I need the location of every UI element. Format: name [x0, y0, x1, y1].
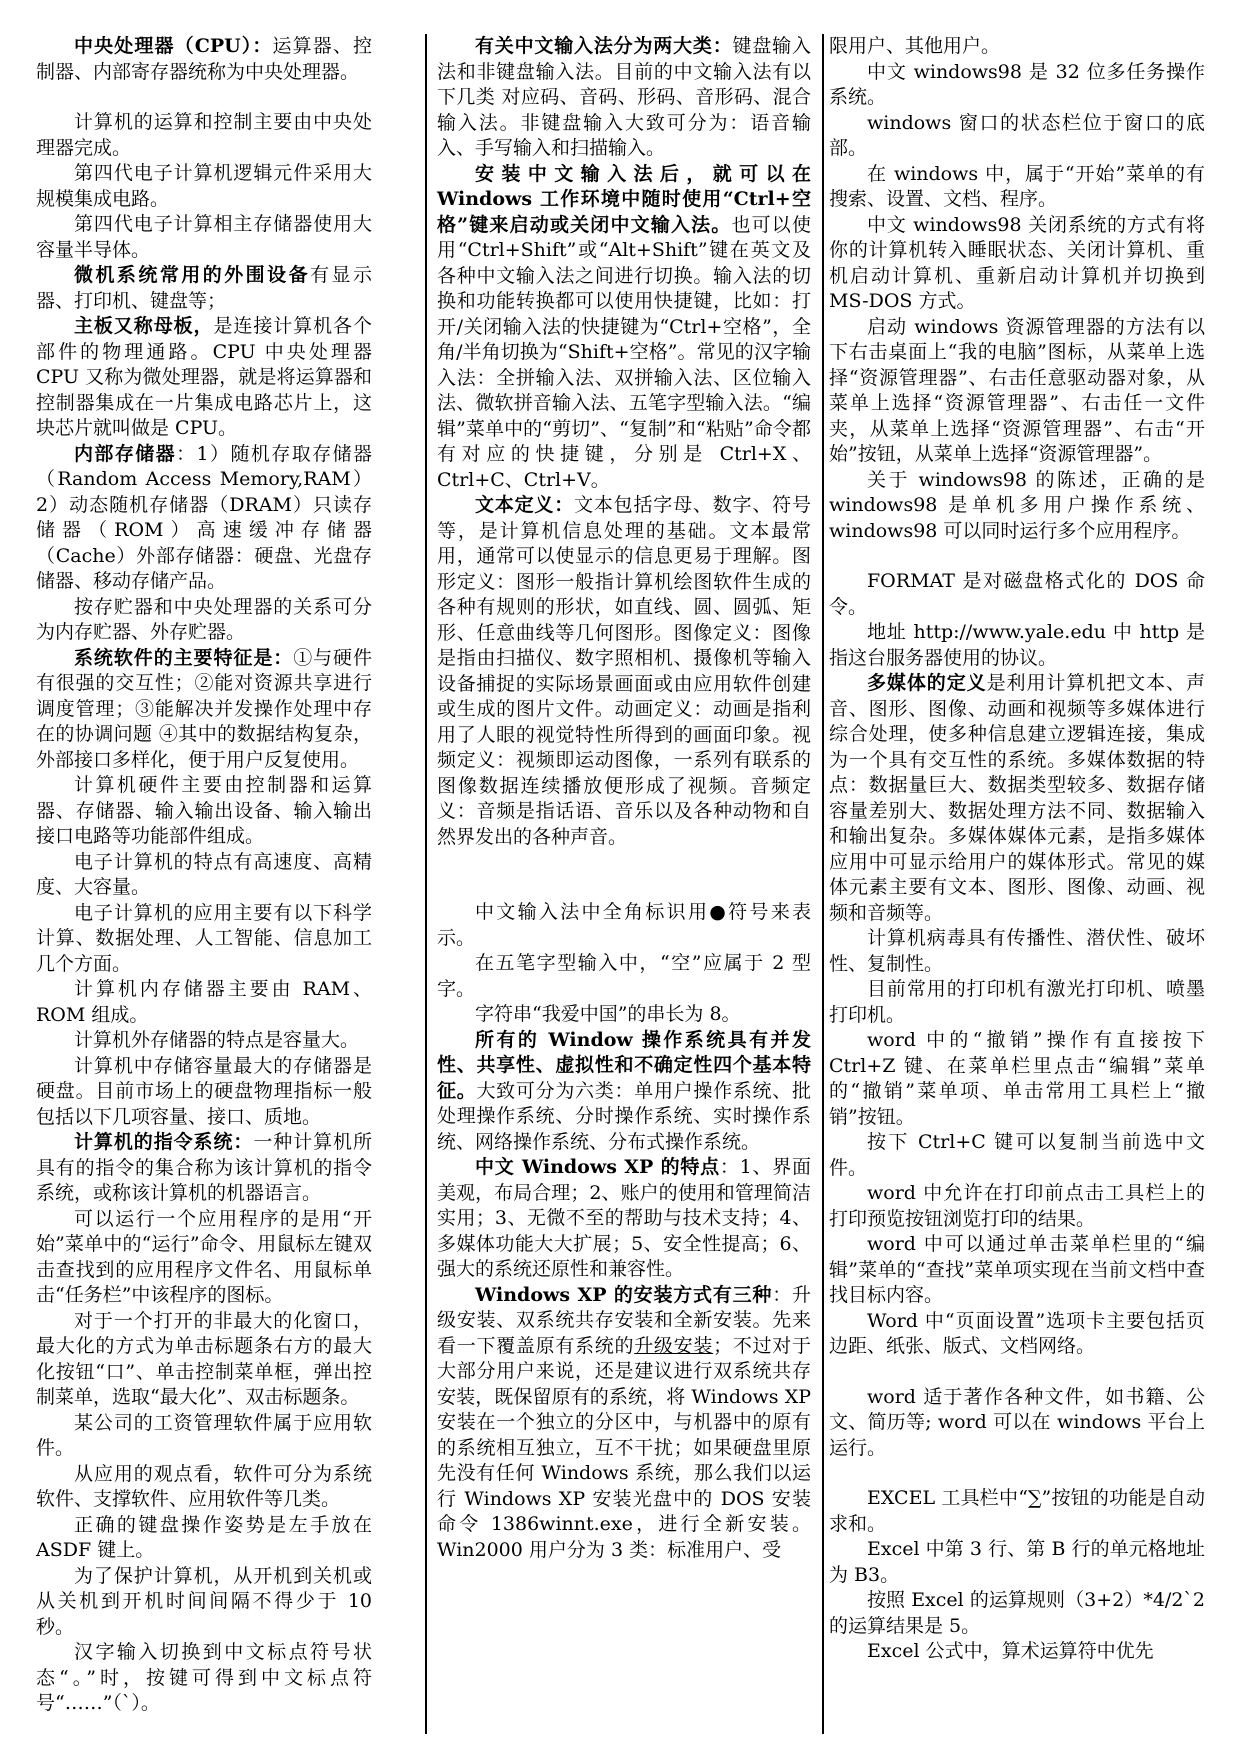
underlined-term: 升级安装 [634, 1334, 714, 1357]
paragraph [829, 671, 1205, 926]
paragraph: 电子计算机的特点有高速度、高精度、大容量。 [36, 850, 372, 898]
paragraph: 在五笔字型输入中，“空”应属于 2 型字。 [437, 952, 811, 1000]
bold-heading: 中央处理器（CPU）： [74, 35, 273, 57]
paragraph-text: 键盘输入法和非键盘输入法。目前的中文输入法有以下几类 对应码、音码、形码、音形码、混合输入法。非键盘输入大致可分为：语音输入、手写输入和扫描输入。 [437, 35, 811, 159]
paragraph: 计算机的运算和控制主要由中央处理器完成。 [36, 111, 372, 159]
bold-heading: 所有的 Window 操作系统具有并发性、共享性、虚拟性和不确定性四个基本特征。 [437, 1028, 811, 1102]
paragraph-text: ：1）随机存取存储器（Random Access Memory,RAM）2）动态随机存储器（DRAM）只读存储器（ROM）高速缓冲存储器（Cache）外部存储器：硬盘、光盘存储器、移动存储产品。 [36, 442, 372, 592]
paragraph-text: 运算器、控制器、内部寄存器统称为中央处理器。 [36, 35, 372, 83]
bold-heading: 安装中文输入法后，就可以在 Windows 工作环境中随时使用“Ctrl+空格”键来启动或关闭中文输入法。 [437, 162, 811, 236]
paragraph: word 中的“撤销”操作有直接按下 Ctrl+Z 键、在菜单栏里点击“编辑”菜单的“撤销”菜单项、单击常用工具栏上“撤销”按钮。 [829, 1029, 1205, 1128]
paragraph: windows 窗口的状态栏位于窗口的底部。 [829, 111, 1205, 159]
paragraph: 电子计算机的应用主要有以下科学计算、数据处理、人工智能、信息加工几个方面。 [36, 901, 372, 975]
paragraph: Word 中“页面设置”选项卡主要包括页边距、纸张、版式、文档网络。 [829, 1309, 1205, 1357]
column-divider-right [822, 34, 824, 1734]
paragraph [437, 1155, 811, 1283]
paragraph-text: 文本包括字母、数字、符号等，是计算机信息处理的基础。文本最常用，通常可以使显示的信息更易于理解。图形定义：图形一般指计算机绘图软件生成的各种有规则的形状，如直线、圆、圆弧、矩形、任意曲线等几何图形。图像定义：图像是指由扫描仪、数字照相机、摄像机等输入设备捕捉的实际场景画面或由应用软件创建或生成的图片文件。动画定义：动画是指利用了人眼的视觉特性所得到的画面印象。视频定义：视频即运动图像，一系列有联系的图像数据连续播放便形成了视频。音频定义：音频是指话语、音乐以及各种动物和自然界发出的各种声音。 [437, 494, 811, 848]
paragraph [437, 1028, 811, 1156]
paragraph: 汉字输入切换到中文标点符号状态“。”时，按键可得到中文标点符号“……”（`）。 [36, 1641, 372, 1714]
paragraph: 计算机病毒具有传播性、潜伏性、破坏性、复制性。 [829, 927, 1205, 975]
paragraph: 中文 windows98 关闭系统的方式有将你的计算机转入睡眠状态、关闭计算机、重机启动计算机、重新启动计算机并切换到 MS-DOS 方式。 [829, 213, 1205, 312]
paragraph: 中文输入法中全角标识用●符号来表示。 [437, 901, 811, 949]
paragraph [36, 442, 372, 595]
paragraph: 按下 Ctrl+C 键可以复制当前选中文件。 [829, 1131, 1205, 1179]
paragraph: 限用户、其他用户。 [829, 35, 1001, 57]
paragraph: Excel 公式中，算术运算符中优先 [867, 1640, 1154, 1662]
paragraph: FORMAT 是对磁盘格式化的 DOS 命令。 [829, 570, 1205, 618]
paragraph: 按存贮器和中央处理器的关系可分为内存贮器、外存贮器。 [36, 595, 372, 643]
paragraph: 为了保护计算机，从开机到关机或从关机到开机时间间隔不得少于 10 秒。 [36, 1564, 372, 1638]
paragraph: 关于 windows98 的陈述，正确的是 windows98 是单机多用户操作系统、windows98 可以同时运行多个应用程序。 [829, 468, 1205, 542]
paragraph: 计算机中存储容量最大的存储器是硬盘。目前市场上的硬盘物理指标一般包括以下几项容量、接口、质地。 [36, 1054, 372, 1128]
paragraph: 字符串“我爱中国”的串长为 8。 [475, 1003, 741, 1025]
paragraph: 计算机内存储器主要由 RAM、ROM 组成。 [36, 978, 372, 1026]
bold-heading: 内部存储器 [74, 442, 177, 465]
paragraph: 正确的键盘操作姿势是左手放在 ASDF 键上。 [36, 1513, 372, 1561]
paragraph-text: 是连接计算机各个部件的物理通路。CPU 中央处理器 CPU 又称为微处理器，就是将运算器和控制器集成在一片集成电路芯片上，这块芯片就叫做是 CPU。 [36, 315, 372, 439]
paragraph: 第四代电子计算相主存储器使用大容量半导体。 [36, 213, 372, 261]
paragraph [437, 162, 811, 494]
paragraph: 第四代电子计算机逻辑元件采用大规模集成电路。 [36, 162, 372, 210]
paragraph: 目前常用的打印机有激光打印机、喷墨打印机。 [829, 978, 1205, 1026]
paragraph-text: 有显示器、打印机、键盘等； [36, 264, 372, 312]
paragraph: Excel 中第 3 行、第 B 行的单元格地址为 B3。 [829, 1538, 1205, 1586]
paragraph [36, 34, 372, 85]
paragraph-text: ；不过对于大部分用户来说，还是建议进行双系统共存安装，既保留原有的系统，将 Windows XP 安装在一个独立的分区中，与机器中的原有的系统相互独立，互不干扰；如果硬盘里原先没有任何 Windows 系统，那么我们以运行 Windows XP 安装光盘中的 DOS 安装命令 1386winnt.exe，进行全新安装。Win2000 用户分为 3 类：标准用户、受 [437, 1334, 811, 1561]
paragraph: 可以运行一个应用程序的是用“开始”菜单中的“运行”命令、用鼠标左键双击查找到的应用程序文件名、用鼠标单击“任务栏”中该程序的图标。 [36, 1207, 372, 1306]
paragraph: EXCEL 工具栏中“∑”按钮的功能是自动求和。 [829, 1487, 1205, 1535]
paragraph: 按照 Excel 的运算规则（3+2）*4/2`2 的运算结果是 5。 [829, 1589, 1205, 1637]
bold-heading: 中文 Windows XP 的特点 [475, 1156, 720, 1178]
paragraph-text: 也可以使用“Ctrl+Shift”或“Alt+Shift”键在英文及各种中文输入法之间进行切换。输入法的切换和功能转换都可以使用快捷键，比如：打开/关闭输入法的快捷键为“Ctrl+空格”，全角/半角切换为“Shift+空格”。常见的汉字输入法：全拼输入法、双拼输入法、区位输入法、微软拼音输入法、五笔字型输入法。“编辑”菜单中的“剪切”、“复制”和“粘贴”命令都有对应的快捷键，分别是 Ctrl+X、Ctrl+C、Ctrl+V。 [437, 213, 811, 491]
paragraph: 对于一个打开的非最大的化窗口，最大化的方式为单击标题条右方的最大化按钮“口”、单击控制菜单框，弹出控制菜单，选取“最大化”、双击标题条。 [36, 1309, 372, 1408]
paragraph: 某公司的工资管理软件属于应用软件。 [36, 1411, 372, 1459]
bold-heading: Windows XP 的安装方式有三种 [475, 1283, 773, 1306]
paragraph-text: ：升级安装、双系统共存安装和全新安装。先来看一下覆盖原有系统的 [437, 1283, 811, 1357]
paragraph: 启动 windows 资源管理器的方法有以下右击桌面上“我的电脑”图标，从菜单上选择“资源管理器”、右击任意驱动器对象，从菜单上选择“资源管理器”、右击任一文件夹，从菜单上选择“资源管理器”、右击“开始”按钮，从菜单上选择“资源管理器”。 [829, 315, 1205, 465]
bold-heading: 主板又称母板， [74, 315, 214, 337]
paragraph: 计算机硬件主要由控制器和运算器、存储器、输入输出设备、输入输出接口电路等功能部件组成。 [36, 774, 372, 847]
column-divider-left [425, 34, 427, 1734]
paragraph [437, 1283, 811, 1564]
bold-heading: 有关中文输入法分为两大类： [475, 35, 733, 57]
paragraph [437, 493, 811, 850]
column-right [829, 34, 1205, 1665]
paragraph-text: 是利用计算机把文本、声音、图形、图像、动画和视频等多媒体进行综合处理，使多种信息建立逻辑连接，集成为一个具有交互性的系统。多媒体数据的特点：数据量巨大、数据类型较多、数据存储容量差别大、数据处理方法不同、数据输入和输出复杂。多媒体媒体元素，是指多媒体应用中可显示给用户的媒体形式。常见的媒体元素主要有文本、图形、图像、动画、视频和音频等。 [829, 672, 1205, 924]
paragraph: word 中可以通过单击菜单栏里的“编辑”菜单的“查找”菜单项实现在当前文档中查找目标内容。 [829, 1233, 1205, 1306]
paragraph [36, 314, 372, 442]
paragraph [36, 263, 372, 314]
paragraph: 计算机外存储器的特点是容量大。 [74, 1029, 360, 1051]
paragraph: word 中允许在打印前点击工具栏上的打印预览按钮浏览打印的结果。 [829, 1182, 1205, 1230]
bold-heading: 系统软件的主要特征是： [74, 646, 294, 669]
paragraph-text: ：1、界面美观，布局合理；2、账户的使用和管理简洁实用；3、无微不至的帮助与技术支持；4、多媒体功能大大扩展；5、安全性提高；6、强大的系统还原性和兼容性。 [437, 1156, 812, 1280]
paragraph-text: ①与硬件有很强的交互性；②能对资源共享进行调度管理；③能解决并发操作处理中存在的协调问题 ④其中的数据结构复杂，外部接口多样化，便于用户反复使用。 [36, 646, 372, 771]
paragraph: 在 windows 中，属于“开始”菜单的有搜索、设置、文档、程序。 [829, 162, 1205, 210]
bold-heading: 多媒体的定义 [867, 672, 987, 694]
column-left [36, 34, 372, 1717]
paragraph: 中文 windows98 是 32 位多任务操作系统。 [829, 60, 1205, 108]
paragraph: word 适于著作各种文件，如书籍、公文、简历等; word 可以在 windows 平台上运行。 [829, 1385, 1205, 1459]
paragraph [36, 646, 372, 774]
paragraph: 从应用的观点看，软件可分为系统软件、支撑软件、应用软件等几类。 [36, 1462, 372, 1510]
bold-heading: 计算机的指令系统： [74, 1131, 254, 1153]
column-middle [437, 34, 811, 1563]
paragraph-text: 一种计算机所具有的指令的集合称为该计算机的指令系统，或称该计算机的机器语言。 [36, 1131, 372, 1204]
paragraph [36, 1130, 372, 1207]
paragraph [437, 34, 811, 162]
paragraph: 地址 http://www.yale.edu 中 http 是指这台服务器使用的协议。 [829, 621, 1205, 669]
bold-heading: 微机系统常用的外围设备 [74, 264, 311, 286]
bold-heading: 文本定义： [475, 494, 575, 516]
paragraph-text: 大致可分为六类：单用户操作系统、批处理操作系统、分时操作系统、实时操作系统、网络操作系统、分布式操作系统。 [437, 1079, 811, 1153]
